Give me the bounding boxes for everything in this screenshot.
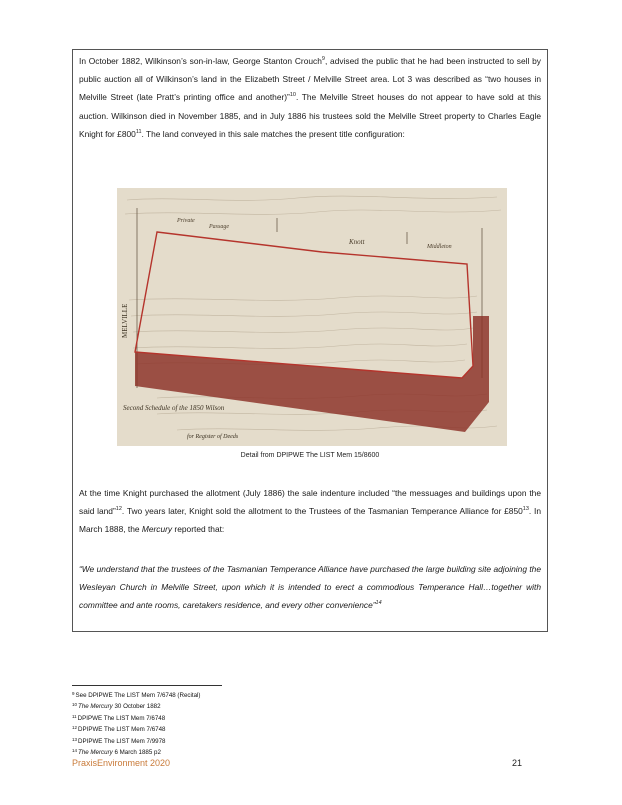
footnote-ref[interactable]: 11 — [135, 128, 142, 135]
plan-label-knott: Knott — [349, 238, 365, 246]
paragraph-sale: At the time Knight purchased the allotment (July 1886) the sale indenture included “the messuages and buildings upon the said land”$^{12}$. Two years later, Knight sold the allotment to the Trustees of the Tasmanian Temperance Alliance for $£850^{13}$. In March 1888, the Mercury reported that: — [79, 488, 542, 535]
footnote-divider — [72, 685, 222, 686]
footnotes-list — [72, 689, 200, 757]
footnote-item: $^9$See DPIPWE The LIST Mem 7/6748 (Recital) — [72, 691, 201, 699]
plan-script-schedule: Second Schedule of the 1850 Wilson — [123, 404, 225, 412]
footnote-ref[interactable]: 10 — [289, 92, 296, 99]
figure-caption: Detail from DPIPWE The LIST Mem 15/8600 — [240, 452, 380, 459]
footnote-ref[interactable]: 9 — [321, 56, 325, 62]
historic-plan-image — [117, 188, 507, 446]
plan-label-private: Private — [177, 218, 195, 224]
paragraph-intro: In October 1882, Wilkinson’s son-in-law, George Stanton Crouch$^9$, advised the public that he had been instructed to sell by public auction all of Wilkinson’s land in the Elizabeth Street / Melville Street area. Lot 3 was described as “two houses in Melville Street (late Pratt’s printing office and another)”$^{10}$. The Melville Street houses do not appear to have sold at this auction. Wilkinson died in November 1885, and in July 1886 his trustees sold the Melville Street property to Charles Eagle Knight for $£800^{11}$. The land conveyed in this sale matches the present title configuration: — [79, 56, 541, 139]
page-number: 21 — [511, 758, 522, 768]
plan-script-register: for Register of Deeds — [187, 434, 239, 440]
footnote-item: $^{10}$The Mercury 30 October 1882 — [72, 702, 161, 711]
footnote-item: $^{11}$DPIPWE The LIST Mem 7/6748 — [72, 713, 166, 722]
footnote-item: $^{12}$DPIPWE The LIST Mem 7/6748 — [72, 725, 166, 734]
footer-brand: PraxisEnvironment 2020 — [72, 758, 171, 768]
plan-label-passage: Passage — [209, 224, 229, 230]
footnote-ref[interactable]: 14 — [375, 600, 382, 607]
content-frame — [72, 49, 548, 632]
newspaper-quote: “We understand that the trustees of the Tasmanian Temperance Alliance have purchased the large building site adjoining the Wesleyan Church in Melville Street, upon which it is intended to erect a commodious Temperance Hall…together with committee and ante rooms, caretakers residence, and every other convenience”$^{14}$ — [79, 564, 541, 611]
footnote-ref[interactable]: 13 — [522, 506, 529, 513]
footnote-item: $^{13}$DPIPWE The LIST Mem 7/9978 — [72, 736, 166, 745]
street-label-melville: MELVILLE — [121, 303, 129, 338]
footnote-ref[interactable]: 12 — [115, 506, 122, 513]
footnote-item: $^{14}$The Mercury 6 March 1885 p2 — [72, 748, 161, 757]
plan-label-middleton: Middleton — [427, 244, 452, 250]
